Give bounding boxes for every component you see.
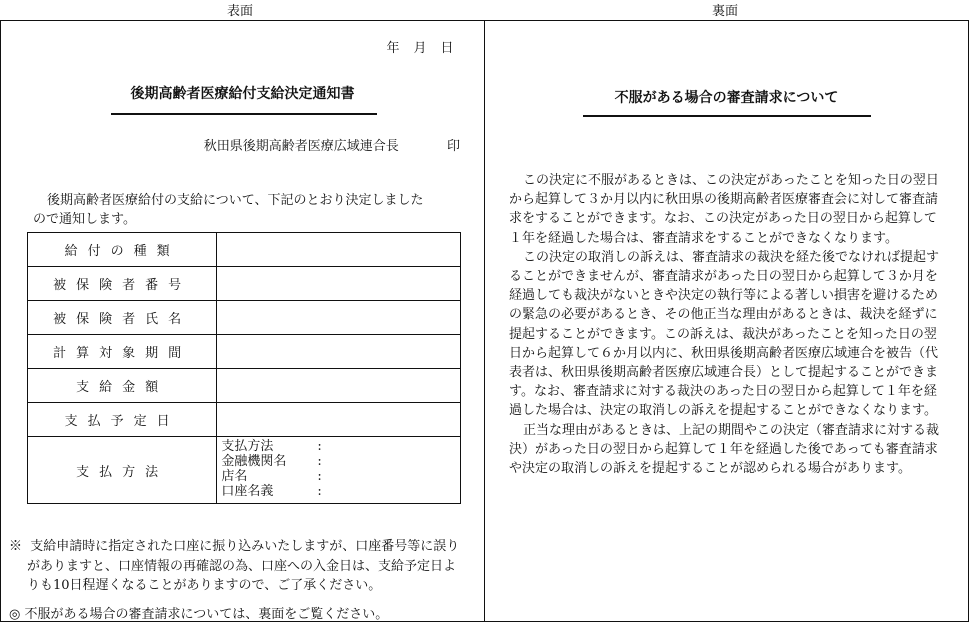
appeal-body — [509, 171, 949, 478]
payment-note — [9, 537, 464, 596]
note-text: 支給申請時に指定された口座に振り込みいたしますが、口座番号等に誤りがありますと、口座情報の再確認の為、口座への入金日は、支給予定日よりも10日程遅くなることがありますので、ご了承ください。 — [27, 539, 460, 593]
table-row — [28, 403, 461, 437]
issuer-name: 秋田県後期高齢者医療広域連合長 — [203, 139, 399, 154]
issue-date: 年 月 日 — [386, 41, 454, 56]
row-value — [217, 369, 461, 403]
reference-mark: ◎ — [9, 607, 21, 622]
payment-line: 口座名義 : — [221, 484, 322, 499]
table-row — [28, 335, 461, 369]
table-row — [28, 301, 461, 335]
note-mark: ※ — [9, 539, 23, 554]
reference-text: 不服がある場合の審査請求については、裏面をご覧ください。 — [24, 607, 389, 622]
row-value — [217, 267, 461, 301]
table-row — [28, 233, 461, 267]
intro-text: 後期高齢者医療給付の支給について、下記のとおり決定しましたので通知します。 — [33, 193, 424, 227]
row-label-insured-number: 被保険者番号 — [28, 267, 217, 301]
front-side-label: 表面 — [227, 4, 254, 19]
seal-mark: 印 — [446, 139, 460, 154]
row-value — [217, 233, 461, 267]
appeal-title-underline — [583, 115, 871, 117]
benefit-table — [27, 232, 461, 504]
payment-line: 支払方法 : — [221, 439, 322, 454]
back-side-label: 裏面 — [712, 4, 739, 19]
appeal-paragraph: 正当な理由があるときは、上記の期間やこの決定（審査請求に対する裁決）があった日の翌日から起算して１年を経過した後であっても審査請求や決定の取消しの訴えを提起することが認められる場合があります。 — [509, 422, 940, 477]
row-label-payment-method: 支払方法 — [28, 437, 217, 504]
front-page — [0, 20, 485, 622]
table-row — [28, 437, 461, 504]
appeal-title: 不服がある場合の審査請求について — [614, 90, 839, 106]
notice-title: 後期高齢者医療給付支給決定通知書 — [130, 86, 355, 102]
title-underline — [111, 113, 377, 115]
row-label-amount: 支給金額 — [28, 369, 217, 403]
row-value — [217, 403, 461, 437]
back-page — [484, 20, 969, 622]
row-label-benefit-type: 給付の種類 — [28, 233, 217, 267]
reference-note — [9, 603, 388, 622]
payment-line: 金融機関名 : — [221, 454, 322, 469]
row-label-period: 計算対象期間 — [28, 335, 217, 369]
row-label-payment-date: 支払予定日 — [28, 403, 217, 437]
table-row — [28, 267, 461, 301]
issuer — [204, 135, 460, 154]
row-value — [217, 301, 461, 335]
row-label-insured-name: 被保険者氏名 — [28, 301, 217, 335]
appeal-paragraph: この決定に不服があるときは、この決定があったことを知った日の翌日から起算して３か月以内に秋田県の後期高齢者医療審査会に対して審査請求をすることができます。なお、この決定があった日の翌日から起算して１年を経過した場合は、審査請求をすることができなくなります。 — [509, 173, 939, 246]
row-value — [217, 335, 461, 369]
table-row — [28, 369, 461, 403]
payment-line: 店名 : — [221, 469, 322, 484]
appeal-paragraph: この決定の取消しの訴えは、審査請求の裁決を経た後でなければ提起することができませんが、審査請求があった日の翌日から起算して３か月を経過しても裁決がないときや決定の執行等による著しい損害を避けるための緊急の必要があるとき、その他正当な理由があるときは、裁決を経ずに提起することができます。この訴えは、裁決があったことを知った日の翌日から起算して６か月以内に、秋田県後期高齢者医療広域連合を被告（代表者は、秋田県後期高齢者医療広域連合長）として提起することができます。なお、審査請求に対する裁決のあった日の翌日から起算して１年を経過した場合は、決定の取消しの訴えを提起することができなくなります。 — [509, 249, 940, 419]
payment-details — [217, 437, 461, 504]
